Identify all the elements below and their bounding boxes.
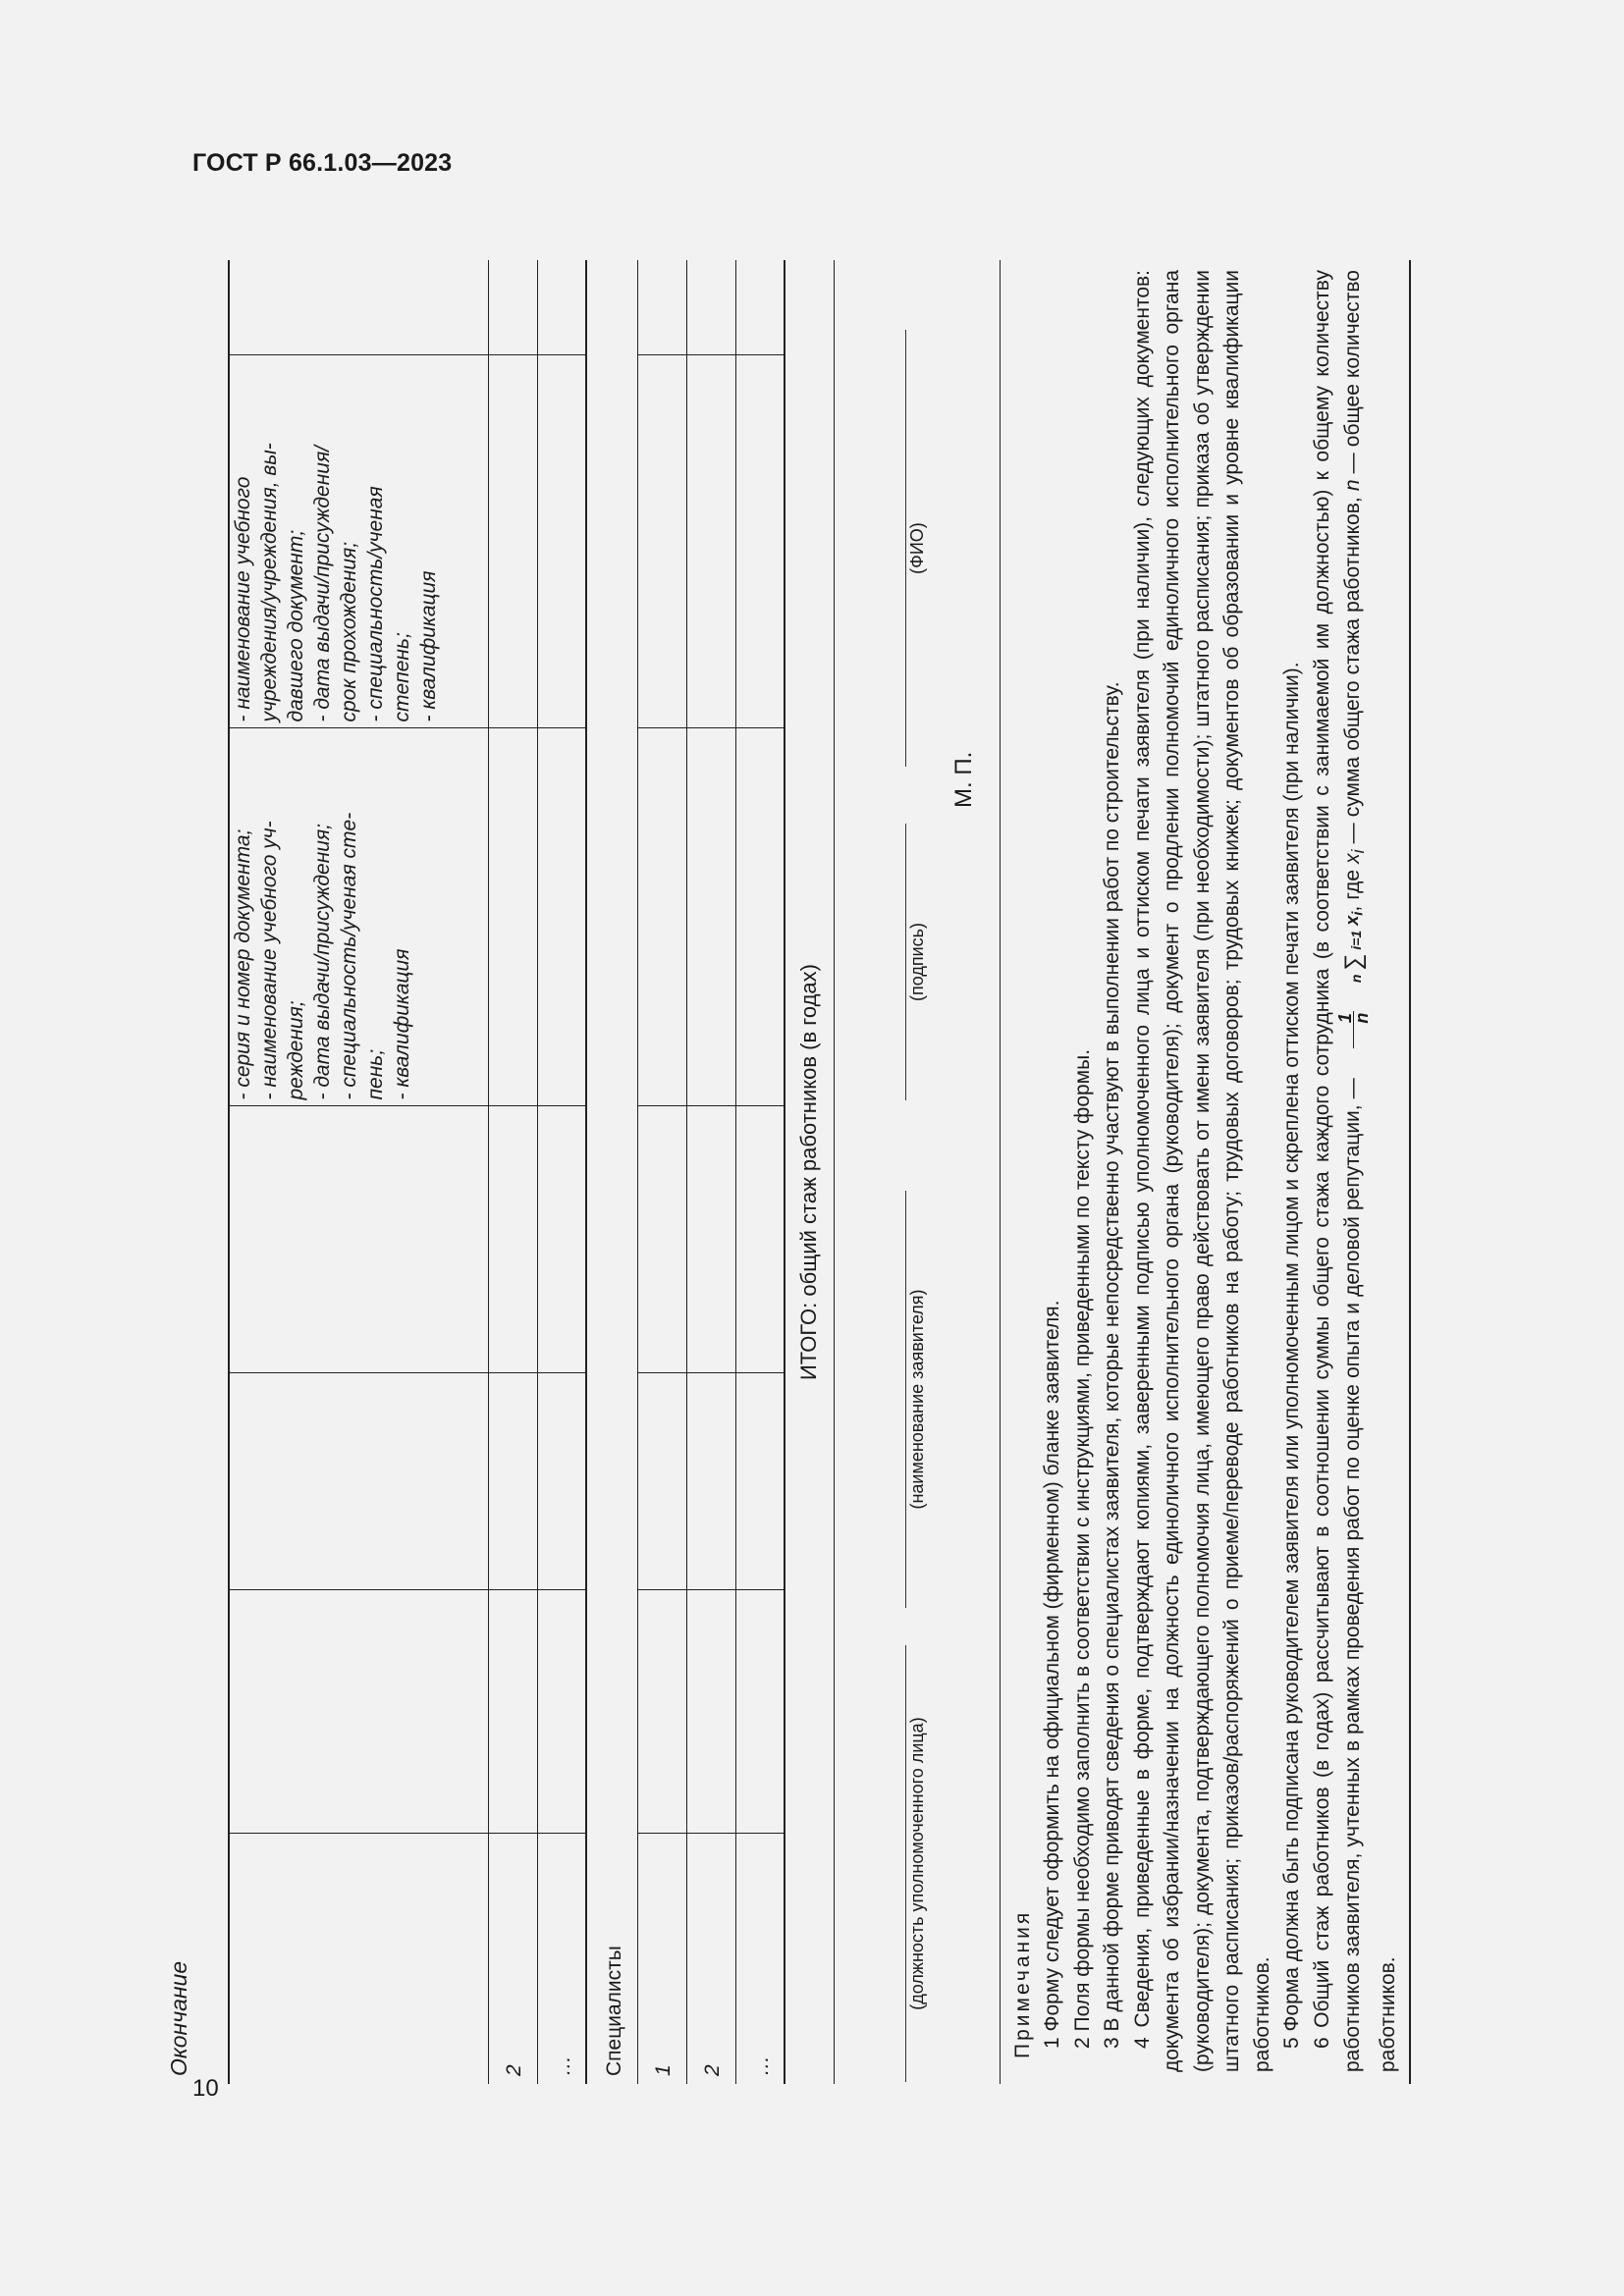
table-cell xyxy=(686,1106,735,1373)
edu-line: срок прохождения; xyxy=(338,541,360,722)
edu-line: учреждения/учреждения, вы- xyxy=(258,443,281,722)
table-cell xyxy=(686,260,735,355)
table-row xyxy=(537,260,586,2084)
table-row xyxy=(488,260,537,2084)
table-cell xyxy=(637,260,686,355)
note6-text: 6 Общий стаж работников (в годах) рассчитывают в соотношении суммы общего стажа каждого сотрудника (в соответствии с занимаемой им должностью) к общему количеству работников заявителя, учтенных в рамках проведения работ по оценке опыта и деловой репутации, — xyxy=(1310,270,1365,2072)
row-ellipsis: … xyxy=(537,1834,586,2084)
signature-fio-label: (ФИО) xyxy=(905,330,985,767)
table-cell xyxy=(637,1106,686,1373)
table-cell xyxy=(637,728,686,1106)
notes-block xyxy=(1000,260,1410,2084)
table-cell xyxy=(735,260,785,355)
signature-sign-label: (подпись) xyxy=(905,824,985,1100)
note-item: 1 Форму следует оформить на официальном (фирменном) бланке заявителя. xyxy=(1041,1300,1063,2049)
table-cell xyxy=(537,355,586,728)
table-cell xyxy=(488,260,537,355)
average-formula xyxy=(1337,912,1370,1073)
table-cell xyxy=(229,260,488,355)
document-standard-title: ГОСТ Р 66.1.03—2023 xyxy=(192,149,453,177)
row-number: 2 xyxy=(488,1834,537,2084)
education-details-cell xyxy=(229,355,488,728)
table-cell xyxy=(686,355,735,728)
formula-fraction xyxy=(1337,1011,1370,1048)
table-cell xyxy=(637,355,686,728)
table-cell xyxy=(488,728,537,1106)
table-cell xyxy=(537,1590,586,1834)
note-item-6 xyxy=(1308,270,1404,2072)
signature-block xyxy=(834,260,1000,2084)
edu-line: - наименование учебного xyxy=(232,476,254,722)
table-row xyxy=(735,260,785,2084)
formula-sum xyxy=(1339,930,1367,1006)
formula-term xyxy=(1342,911,1367,926)
table-cell xyxy=(537,1106,586,1373)
table-cell xyxy=(229,1373,488,1590)
formula-sum-top: n xyxy=(1347,974,1364,984)
table-cell xyxy=(637,1373,686,1590)
table-cell xyxy=(735,1373,785,1590)
formula-term-x: x xyxy=(1342,915,1363,926)
table-cell xyxy=(229,1590,488,1834)
table-cell xyxy=(735,1590,785,1834)
row-number: 2 xyxy=(686,1834,735,2084)
doc-line: - специальность/ученая сте- xyxy=(338,812,360,1100)
table-cell xyxy=(537,1373,586,1590)
formula-denominator: n xyxy=(1352,1012,1372,1024)
stamp-mark: М. П. xyxy=(949,751,977,808)
table-cell xyxy=(229,1834,488,2084)
table-cell xyxy=(488,1590,537,1834)
edu-line: - квалификация xyxy=(417,570,440,722)
table-row xyxy=(686,260,735,2084)
table-cell xyxy=(488,1106,537,1373)
table-cell xyxy=(488,355,537,728)
table-row-top xyxy=(229,260,488,2084)
doc-line: - наименование учебного уч- xyxy=(258,821,281,1100)
table-cell xyxy=(229,1106,488,1373)
signature-position-label: (должность уполномоченного лица) xyxy=(905,1645,985,2082)
var-x: x xyxy=(1341,853,1365,864)
formula-sum-bottom: i=1 xyxy=(1347,930,1364,950)
table-row-itogo xyxy=(785,260,834,2084)
table-row-signature xyxy=(834,260,1000,2084)
table-row-notes xyxy=(1000,260,1410,2084)
note6-text-c: — сумма общего стажа работников, xyxy=(1341,497,1365,844)
row-ellipsis: … xyxy=(735,1834,785,2084)
table-cell xyxy=(735,1106,785,1373)
doc-line: реждения; xyxy=(285,1000,307,1100)
var-i: i xyxy=(1348,849,1369,854)
note-item: 2 Поля формы необходимо заполнить в соответствии с инструкциями, приведенными по тексту формы. xyxy=(1070,1048,1094,2049)
formula-numerator: 1 xyxy=(1337,1011,1354,1048)
table-cell xyxy=(735,355,785,728)
staff-form-table xyxy=(228,260,1411,2084)
edu-line: степень; xyxy=(391,632,413,722)
note-item: 5 Форма должна быть подписана руководителем заявителя или уполномоченным лицом и скреплена оттиском печати заявителя (при наличии). xyxy=(1280,662,1303,2049)
doc-line: - квалификация xyxy=(391,948,413,1100)
page-number: 10 xyxy=(192,2075,219,2102)
itogo-total: ИТОГО: общий стаж работников (в годах) xyxy=(785,260,834,2084)
note6-var-n: n xyxy=(1341,479,1365,492)
document-details-cell xyxy=(229,728,488,1106)
section-specialists: Специалисты xyxy=(586,260,637,2084)
table-cell xyxy=(488,1373,537,1590)
table-cell xyxy=(637,1590,686,1834)
note-item: 3 В данной форме приводят сведения о специалистах заявителя, которые непосредственно участвуют в выполнении работ по строительству. xyxy=(1101,681,1123,2049)
doc-line: - дата выдачи/присуждения; xyxy=(311,823,334,1100)
note6-var-x xyxy=(1341,849,1369,864)
table-cell xyxy=(537,728,586,1106)
doc-line: - серия и номер документа; xyxy=(232,828,254,1100)
continuation-label: Окончание xyxy=(166,1960,191,2076)
table-cell xyxy=(686,728,735,1106)
table-row-section xyxy=(586,260,637,2084)
rotated-form-page xyxy=(166,224,1426,2084)
sigma-symbol: ∑ xyxy=(1339,953,1367,971)
edu-line: - специальность/ученая xyxy=(364,486,387,722)
row-number: 1 xyxy=(637,1834,686,2084)
note6-text-d: — общее количество работников. xyxy=(1341,270,1399,2072)
notes-heading: Примечания xyxy=(1010,1909,1034,2058)
formula-term-i: i xyxy=(1349,911,1367,916)
signature-applicant-label: (наименование заявителя) xyxy=(905,1191,985,1608)
table-cell xyxy=(686,1373,735,1590)
table-row xyxy=(637,260,686,2084)
note-item: 4 Сведения, приведенные в форме, подтверждают копиями, заверенными подписью уполномоченного лица и оттиском печати заявителя (при наличии), следующих документов: документа об избрании/назначении на должность единоличного исполнительного органа (руководителя); документ о продлении полномочий единоличного исполнительного органа (руководителя); документа, подтверждающего полномочия лица, имеющего право действовать от имени заявителя (при необходимости); штатного расписания; приказа об утверждении штатного расписания; приказов/распоряжений о приеме/переводе работников на работу; трудовых договоров; трудовых книжек; документов об образовании и уровне квалификации работников. xyxy=(1130,270,1273,2072)
edu-line: давшего документ; xyxy=(285,529,307,722)
edu-line: - дата выдачи/присуждения/ xyxy=(311,445,334,722)
table-cell xyxy=(735,728,785,1106)
table-cell xyxy=(686,1590,735,1834)
doc-line: пень; xyxy=(364,1048,387,1100)
note6-where: , где xyxy=(1341,869,1365,912)
table-cell xyxy=(537,260,586,355)
